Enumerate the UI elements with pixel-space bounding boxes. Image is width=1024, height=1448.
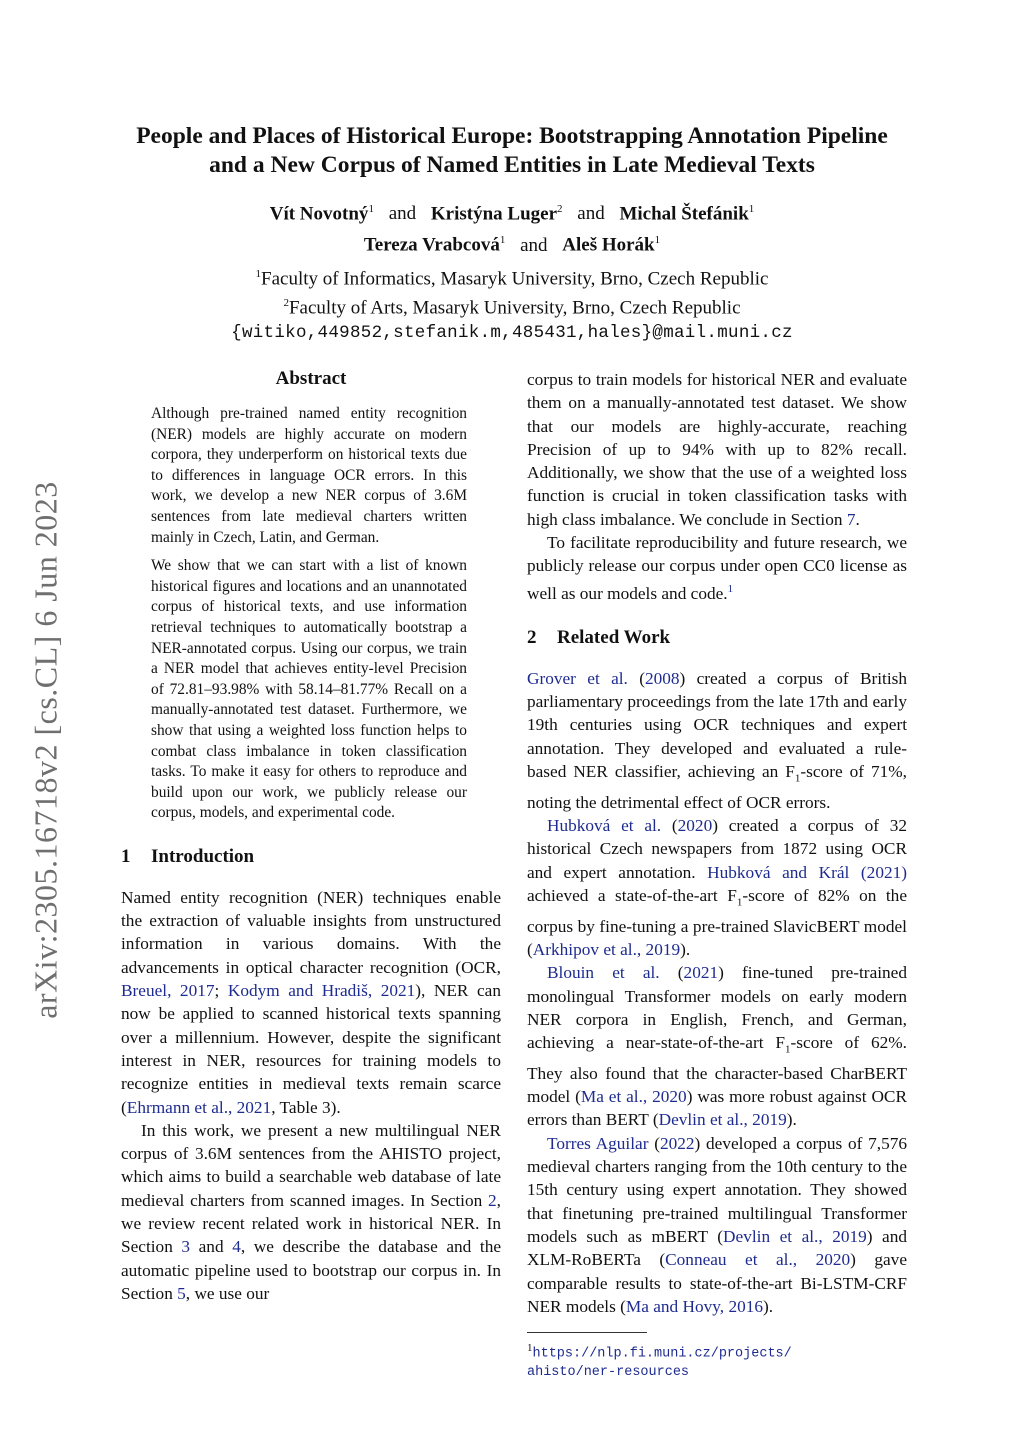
citation-link[interactable]: Grover et al.: [527, 668, 628, 688]
body-text: In this work, we present a new multilingual NER corpus of 3.6M sentences from the AHISTO project, which aims to build a searchable web database of late medieval charters from scanned images. In Section: [121, 1120, 501, 1210]
arxiv-identifier: arXiv:2305.16718v2 [cs.CL] 6 Jun 2023: [27, 481, 64, 1019]
author-row-1: [90, 196, 934, 227]
body-text: ), NER can now be applied to scanned historical texts spanning over a millennium. However, despite the significant interest in NER, resources for training models to recognize entities in medieval texts remain scarce (: [121, 981, 501, 1117]
abstract-paragraph-1: Although pre-trained named entity recognition (NER) models are highly accurate on modern corpora, they underperform on historical texts due to differences in language OCR errors. In this work, we develop a new NER corpus of 3.6M sentences from late medieval charters written mainly in Czech, Latin, and German.: [151, 405, 467, 546]
paper-title: [90, 122, 934, 180]
body-text: and: [190, 1237, 233, 1257]
arxiv-sidebar: [18, 460, 74, 1040]
footnote-mark: 1: [527, 1342, 533, 1355]
footnote-url-link[interactable]: https://nlp.fi.muni.cz/projects/: [532, 1346, 792, 1362]
subscript: 1: [794, 772, 801, 785]
intro-paragraph-1: [121, 886, 501, 1119]
related-paragraph-4: [527, 1132, 907, 1318]
author-name: Vít Novotný: [269, 203, 369, 225]
footnote-mark-link[interactable]: 1: [727, 582, 734, 595]
body-text: (: [661, 815, 678, 835]
related-paragraph-3: [527, 961, 907, 1132]
author-affil-mark: 2: [557, 203, 563, 215]
section-ref-link[interactable]: 4: [232, 1237, 241, 1257]
section-title: Introduction: [151, 845, 255, 867]
section-ref-link[interactable]: 5: [177, 1283, 186, 1303]
section-ref-link[interactable]: 3: [181, 1237, 191, 1257]
body-text: ) gave comparable results to state-of-the-art Bi-LSTM-CRF NER models (: [527, 1250, 907, 1316]
citation-link[interactable]: Ehrmann et al., 2021: [126, 1097, 272, 1117]
body-text: ).: [786, 1110, 797, 1130]
body-text: ).: [763, 1296, 774, 1316]
section-number: 2: [527, 626, 537, 648]
body-text: , we describe the database and the automatic pipeline used to bootstrap our corpus in. In Section: [121, 1237, 502, 1303]
footnote-url-link[interactable]: ahisto/ner-resources: [527, 1364, 690, 1380]
body-text: ) developed a corpus of 7,576 medieval charters ranging from the 10th century to the 15th century using expert annotation. They showed that finetuning pre-trained multilingual Transformer models such as mBERT (: [527, 1133, 907, 1246]
citation-link[interactable]: Torres Aguilar: [547, 1133, 649, 1153]
section-heading-introduction: [121, 846, 501, 868]
citation-link[interactable]: 2020: [677, 815, 713, 835]
citation-link[interactable]: 2021: [683, 963, 719, 983]
author-affil-mark: 1: [654, 234, 661, 247]
author-conjunction: and: [388, 203, 417, 225]
body-text: -score of 71%, noting the detrimental effect of OCR errors.: [527, 761, 907, 812]
body-text: -score of 82% on the corpus by fine-tuning a pre-trained SlavicBERT model (: [527, 885, 907, 959]
author-conjunction: and: [520, 234, 548, 256]
section-ref-link[interactable]: 7: [846, 509, 856, 529]
affiliation-mark: 1: [255, 268, 262, 280]
affiliation-1: [90, 262, 934, 291]
citation-link[interactable]: Blouin et al.: [547, 963, 660, 983]
body-text: ) and XLM-RoBERTa (: [527, 1226, 907, 1270]
author-affil-mark: 1: [368, 203, 374, 215]
section-title: Related Work: [557, 626, 671, 648]
citation-link[interactable]: 2022: [659, 1133, 695, 1153]
section-ref-link[interactable]: 2: [488, 1190, 497, 1210]
related-paragraph-2: [527, 814, 907, 961]
footnote: [527, 1339, 907, 1382]
citation-link[interactable]: 2008: [644, 668, 680, 688]
author-name: Kristýna Luger: [430, 203, 558, 225]
abstract-heading: Abstract: [275, 368, 347, 389]
intro-paragraph-2: [121, 1119, 501, 1305]
body-text: ) fine-tuned pre-trained monolingual Transformer models on early modern NER corpora in English, French, and German, achieving a near-state-of-the-art F: [527, 963, 907, 1053]
affiliation-text: Faculty of Informatics, Masaryk University, Brno, Czech Republic: [261, 268, 769, 290]
subscript: 1: [736, 896, 743, 909]
body-text: (: [648, 1133, 660, 1153]
affiliations: [90, 262, 934, 345]
citation-link[interactable]: Ma and Hovy, 2016: [625, 1296, 764, 1316]
citation-link[interactable]: Hubková and Král (2021): [707, 862, 907, 882]
body-text: , Table 3).: [271, 1097, 341, 1117]
body-text: corpus to train models for historical NER and evaluate them on a manually-annotated test dataset. We show that our models are highly-accurate, reaching Precision of up to 94% with up to 82% recall. Additionally, we show that the use of a weighted loss function is crucial in token classification tasks with high class imbalance. We conclude in Section: [527, 370, 907, 529]
author-conjunction: and: [577, 203, 605, 225]
body-text: , we use our: [185, 1283, 270, 1303]
body-text: ) created a corpus of 32 historical Czech newspapers from 1872 using OCR and expert annotation.: [527, 815, 908, 882]
left-column: [121, 368, 501, 1305]
author-row-2: [90, 227, 934, 258]
citation-link[interactable]: Ma et al., 2020: [580, 1087, 687, 1107]
title-line-2: and a New Corpus of Named Entities in Late Medieval Texts: [209, 152, 815, 178]
citation-link[interactable]: Kodym and Hradiš, 2021: [227, 981, 416, 1001]
citation-link[interactable]: Devlin et al., 2019: [723, 1226, 867, 1246]
body-text: ) was more robust against OCR errors than BERT (: [527, 1087, 907, 1130]
affiliation-text: Faculty of Arts, Masaryk University, Brno, Czech Republic: [288, 297, 741, 319]
citation-link[interactable]: Devlin et al., 2019: [658, 1110, 787, 1130]
author-list: [90, 196, 934, 259]
right-column: [527, 368, 907, 1382]
citation-link[interactable]: Conneau et al., 2020: [665, 1250, 851, 1270]
body-text: ) created a corpus of British parliamentary proceedings from the late 17th and early 19th centuries using OCR techniques and expert annotation. They developed and evaluated a rule-based NER classifier, achieving an F: [527, 668, 907, 781]
body-text: -score of 62%. They also found that the character-based CharBERT model (: [527, 1033, 908, 1107]
title-line-1: People and Places of Historical Europe: Bootstrapping Annotation Pipeline: [136, 123, 888, 149]
body-text: Named entity recognition (NER) techniques enable the extraction of valuable insights from unstructured information in various domains. With the advancements in optical character recognition (OCR,: [121, 887, 501, 977]
release-paragraph: [527, 531, 907, 605]
body-text: , we review recent related work in historical NER. In Section: [121, 1190, 501, 1257]
body-text: achieved a state-of-the-art F: [527, 885, 737, 905]
body-text: .: [855, 509, 860, 529]
citation-link[interactable]: Arkhipov et al., 2019: [532, 939, 681, 959]
intro-continuation: [527, 368, 907, 531]
affiliation-2: [90, 291, 934, 320]
body-text: ).: [680, 939, 691, 959]
author-emails: {witiko,449852,stefanik.m,485431,hales}@mail.muni.cz: [231, 322, 793, 343]
subscript: 1: [785, 1043, 791, 1056]
author-name: Michal Štefánik: [619, 203, 749, 225]
related-paragraph-1: [527, 667, 907, 814]
author-affil-mark: 1: [499, 234, 506, 247]
author-name: Aleš Horák: [562, 234, 655, 256]
section-heading-related-work: [527, 627, 907, 649]
body-text: (: [659, 963, 684, 983]
abstract-paragraph-2: We show that we can start with a list of known historical figures and locations and an unannotated corpus of historical texts, and use information retrieval techniques to automatically bootstrap a NER-annotated corpus. Using our corpus, we train a NER model that achieves entity-level Precision of 72.81–93.98% with 58.14–81.77% Recall on a manually-annotated test dataset. Furthermore, we show that using a weighted loss function helps to combat class imbalance in token classification tasks. To make it easy for others to reproduce and build upon our work, we publicly release our corpus, models, and experimental code.: [151, 557, 467, 822]
citation-link[interactable]: Hubková et al.: [547, 815, 662, 835]
footnote-divider: [527, 1332, 647, 1333]
body-text: ;: [214, 981, 228, 1001]
author-affil-mark: 1: [748, 203, 755, 215]
body-text: To facilitate reproducibility and future research, we publicly release our corpus under open CC0 license as well as our models and code.: [527, 533, 907, 603]
author-name: Tereza Vrabcová: [363, 234, 500, 256]
section-number: 1: [121, 845, 131, 867]
body-text: (: [627, 668, 645, 688]
citation-link[interactable]: Breuel, 2017: [121, 981, 215, 1001]
affiliation-mark: 2: [283, 297, 289, 310]
